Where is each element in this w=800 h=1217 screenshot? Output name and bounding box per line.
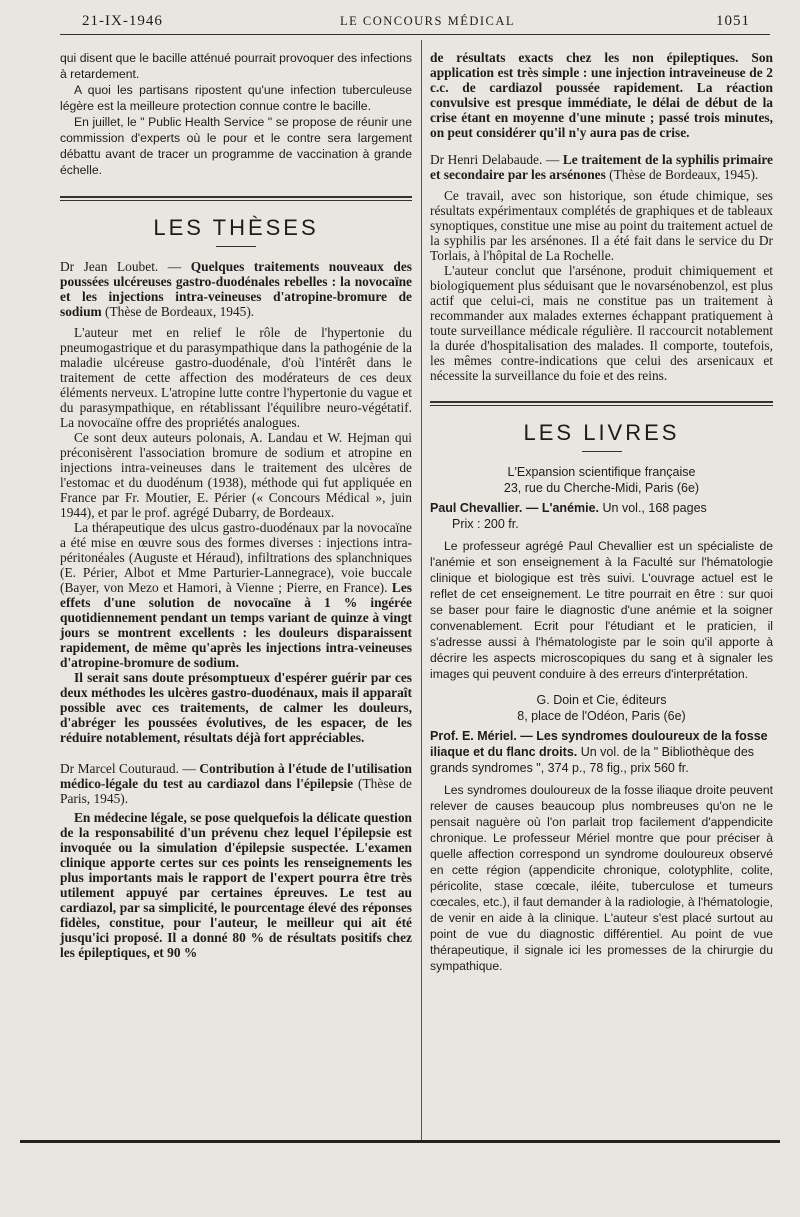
these-1-paragraph-1: L'auteur met en relief le rôle de l'hypertonie du pneumogastrique et du parasympathique dans la pathogénie de la maladie ulcéreuse gastro-duodénale, d'où l'intérêt dans le traitement de cette affection des modérateurs de ces deux éléments nerveux. L'atropine lutte contre l'hypertonie du vague et du parasympathique, en rétablissant l'équilibre neuro-végétatif. La novocaïne offre des propriétés analogues.: [60, 325, 412, 430]
these-1-source: (Thèse de Bordeaux, 1945).: [105, 304, 255, 319]
these-2-heading: [60, 761, 412, 806]
section-double-rule: [60, 196, 412, 201]
these-2-continuation: de résultats exacts chez les non épileptiques. Son application est très simple : une injection intraveineuse de 2 c.c. de cardiazol poussée rapidement. La réaction convulsive est presque immédiate, le délai de début de la crise étant en moyenne d'une minute ; passé trois minutes, on peut considérer qu'il n'y aura pas de crise.: [430, 50, 773, 140]
these-1-paragraph-2: Ce sont deux auteurs polonais, A. Landau et W. Hejman qui préconisèrent l'association bromure de sodium et atropine en injections intra-veineuses dans le traitement des ulcères de l'estomac et du duodénum (1938), méthode qui fut appliquée en France par Fr. Moutier, E. Périer (« Concours Médical », juin 1944), et par le prof. agrégé Dubarry, de Bordeaux.: [60, 430, 412, 520]
livres-title-underline: [582, 451, 622, 452]
these-1-title: Quelques traitements nouveaux des poussées ulcéreuses gastro-duodénales rebelles : la novocaïne et les injections intra-veineuses d'atropine-bromure de sodium: [60, 259, 412, 319]
book-2-title: Les syndromes douloureux de la fosse iliaque et du flanc droits.: [430, 729, 768, 759]
these-3-paragraph-1: Ce travail, avec son historique, son étude chimique, ses résultats expérimentaux complétés de graphiques et de tableaux synoptiques, constitue une mise au point du traitement actuel de la syphilis par les arsénones. Il a été fait dans le service du Dr Torlais, à l'hôpital de La Rochelle.: [430, 188, 773, 263]
these-1-paragraph-3-text: La thérapeutique des ulcus gastro-duodénaux par la novocaïne a été mise en œuvre sous des formes diverses : injections intra-péritonéales (Auguste et Héraud), infiltrations des splanchniques (E. Périer, Albot et Mme Parturier-Lannegrace), voie buccale (Bayer, von Mezo et Hamori, à Vienne ; Pierre, en France).: [60, 520, 412, 595]
these-2-title: Contribution à l'étude de l'utilisation médico-légale du test au cardiazol dans l'épilepsie: [60, 761, 413, 791]
these-2-paragraph-1: En médecine légale, se pose quelquefois la délicate question de la responsabilité d'un prévenu chez lequel l'épilepsie est invoquée ou la simulation d'épilepsie suspectée. L'examen clinique apporte certes sur ces points les renseignements les plus importants mais le rapport de l'expert pourra être très utilement appuyé par certaines épreuves. Le test au cardiazol, par sa simplicité, le pourcentage élevé des réponses fidèles, constitue, pour l'auteur, le meilleur qui ait été jusqu'ici proposé. Il a donné 80 % de résultats positifs chez les épileptiques, et 90 %: [60, 810, 412, 960]
these-1-author: Dr Jean Loubet. —: [60, 259, 182, 274]
left-column: [60, 50, 412, 960]
these-3-heading: [430, 152, 773, 182]
book-2-heading: [430, 728, 773, 776]
book-1-author: Paul Chevallier. —: [430, 501, 539, 515]
theses-title-underline: [216, 246, 256, 247]
right-column: [430, 50, 773, 974]
issue-date: 21-IX-1946: [82, 13, 163, 29]
intro-paragraph-1: qui disent que le bacille atténué pourrait provoquer des infections à retardement.: [60, 51, 412, 81]
publisher-1-name: L'Expansion scientifique française: [507, 465, 696, 479]
book-2-author: Prof. E. Mériel. —: [430, 729, 533, 743]
column-divider: [421, 40, 422, 1140]
publisher-2-name: G. Doin et Cie, éditeurs: [536, 693, 667, 707]
intro-paragraph-3: En juillet, le " Public Health Service " se propose de réunir une commission d'experts où le pour et le contre sera largement débattu avant de tracer un programme de vaccination à grande échelle.: [60, 115, 412, 177]
these-2-author: Dr Marcel Couturaud. —: [60, 761, 196, 776]
these-1-paragraph-3: [60, 520, 412, 670]
book-2-meta: Un vol. de la " Bibliothèque des grands syndromes ", 374 p., 78 fig., prix 560 fr.: [430, 745, 755, 775]
book-1-meta: Un vol., 168 pages: [602, 501, 707, 515]
these-3-source: (Thèse de Bordeaux, 1945).: [609, 167, 759, 182]
these-3-author: Dr Henri Delabaude. —: [430, 152, 560, 167]
these-1-paragraph-3-bold: Les effets d'une solution de novocaïne à 1 % ingérée quotidiennement pendant un temps variant de quinze à vingt jours se montrent excellents : les douleurs disparaissent rapidement, de même qu'après les injections intra-veineuses d'atropine-bromure de sodium.: [60, 580, 412, 670]
publisher-2-address: 8, place de l'Odéon, Paris (6e): [517, 709, 686, 723]
livres-double-rule: [430, 401, 773, 406]
these-3-paragraph-2: L'auteur conclut que l'arsénone, produit chimiquement et biologiquement plus séduisant que le novarsénobenzol, est plus actif que celui-ci, mais ne constitue pas un traitement à recommander aux malades externes échappant pratiquement à toute surveillance médicale régulière. Il raccourcit notablement la durée d'hospitalisation des malades. Il comporte, toutefois, les mêmes contre-indications que celui des arsenicaux et nécessite la surveillance du foie et des reins.: [430, 263, 773, 383]
intro-paragraph-2: A quoi les partisans ripostent qu'une infection tuberculeuse légère est la meilleure protection connue contre le bacille.: [60, 83, 412, 113]
header-rule: [60, 34, 770, 35]
page-bottom-rule: [20, 1140, 780, 1143]
page-header: [60, 10, 770, 34]
theses-section-title: LES THÈSES: [153, 215, 319, 240]
these-1-heading: [60, 259, 412, 319]
journal-title: LE CONCOURS MÉDICAL: [340, 14, 516, 28]
book-1-price: Prix : 200 fr.: [452, 517, 519, 531]
book-1-heading: [430, 500, 773, 532]
these-2-source: (Thèse de Paris, 1945).: [60, 776, 413, 806]
book-2-review: Les syndromes douloureux de la fosse iliaque droite peuvent relever de causes beaucoup plus nombreuses qu'on ne le pensait naguère où l'on parlait trop facilement d'appendicite chronique. Le professeur Mériel montre que pour préciser à quelle affection correspond un syndrome douloureux observé en cette région (appendicite chronique, colotyphlite, colite, péricolite, stase cœcale, iléite, tuberculose et tumeurs cœcales, etc.), il faut demander à la radiologie, à l'hématologie, de venir en aide à la clinique. L'auteur s'est placé surtout au point de vue du diagnostic différentiel. Au point de vue thérapeutique, il signale ici les promesses de la chirurgie du sympathique.: [430, 783, 773, 973]
book-1-review: Le professeur agrégé Paul Chevallier est un spécialiste de l'anémie et son enseignement à la Faculté sur l'hématologie clinique et biologique est très suivi. L'ouvrage actuel est le reflet de cet enseignement. Le titre pourrait en être : sur quoi se baser pour faire le diagnostic d'une anémie et la soigner convenablement. Ecrit pour l'étudiant et le praticien, il s'adresse aussi à l'hématologiste par le soin qu'il apporte à décrire les aspects microscopiques du sang et à signaler les images qui peuvent conduire à des erreurs d'interprétation.: [430, 539, 773, 681]
publisher-1-address: 23, rue du Cherche-Midi, Paris (6e): [503, 481, 700, 495]
these-3-title: Le traitement de la syphilis primaire et secondaire par les arsénones: [430, 152, 773, 182]
book-1-title: L'anémie.: [541, 501, 600, 515]
these-1-paragraph-4: Il serait sans doute présomptueux d'espérer guérir par ces deux méthodes les ulcères gastro-duodénaux, mais il apparaît possible avec ces traitements, de calmer les douleurs, d'abréger les poussées évolutives, de les espacer, de les réduire notablement, résultats déjà fort appréciables.: [60, 670, 412, 745]
livres-section-title: LES LIVRES: [523, 420, 680, 445]
page-number: 1051: [716, 13, 750, 29]
